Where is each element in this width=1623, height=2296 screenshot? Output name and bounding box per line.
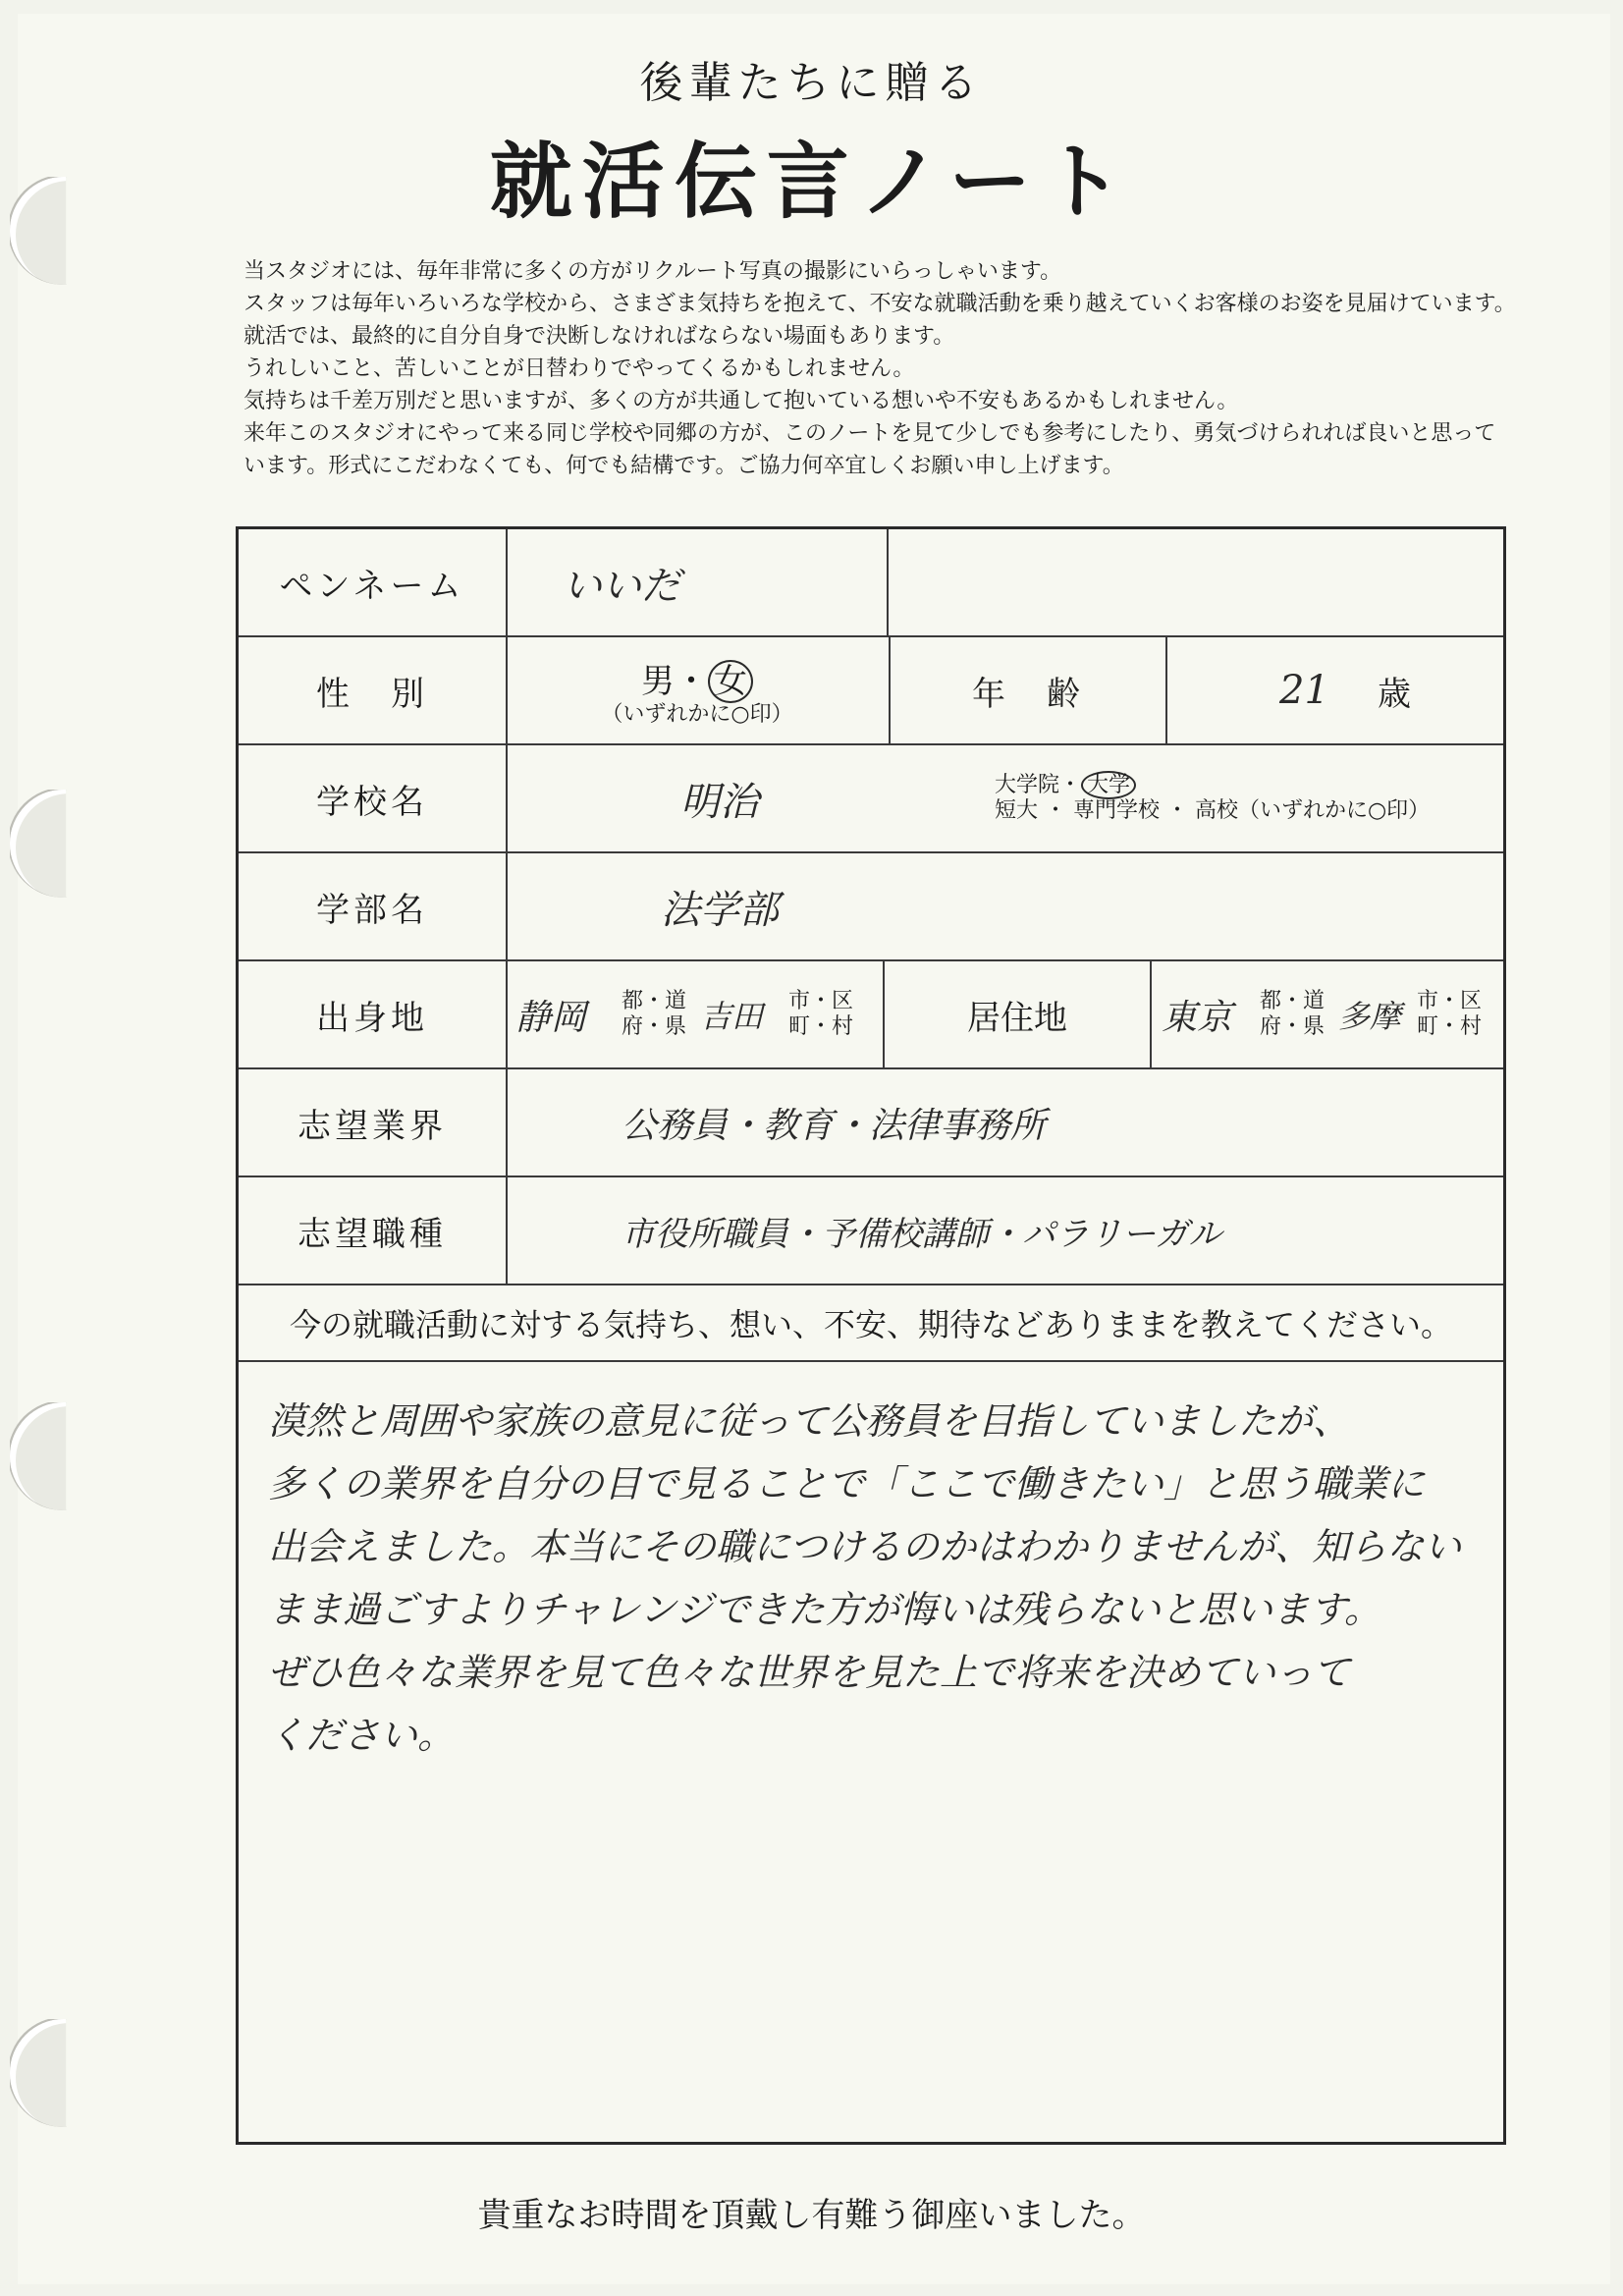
answer-line: 出会えました。本当にその職につけるのかはわかりませんが、知らない [268, 1525, 1462, 1568]
gender-label: 性 別 [239, 637, 508, 743]
industry-label: 志望業界 [239, 1069, 508, 1175]
page-title: 就活伝言ノート [489, 134, 1134, 230]
school-type-university: 大学 [1081, 771, 1136, 799]
industry-value: 公務員・教育・法律事務所 [622, 1105, 1047, 1146]
school-row [239, 745, 1503, 853]
industry-row [239, 1069, 1503, 1177]
intro-line: います。形式にこだわなくても、何でも結構です。ご協力何卒宜しくお願い申し上げます。 [243, 454, 1124, 478]
penname-value: いいだ [563, 563, 680, 609]
page-subtitle: 後輩たちに贈る [639, 58, 984, 108]
gender-female-option: 女 [708, 660, 753, 703]
residence-pref-suffix: 府・県 [1260, 1014, 1325, 1039]
question-heading: 今の就職活動に対する気持ち、想い、不安、期待などありままを教えてください。 [239, 1285, 1503, 1362]
intro-line: 来年このスタジオにやって来る同じ学校や同郷の方が、このノートを見て少しでも参考にしたり、勇気づけられれば良いと思って [243, 421, 1496, 446]
intro-line: うれしいこと、苦しいことが日替わりでやってくるかもしれません。 [243, 356, 915, 381]
hometown-pref-suffix: 都・道 [622, 989, 687, 1013]
divider [1165, 637, 1167, 743]
gender-male-option: 男 [641, 661, 675, 701]
gender-age-row [239, 637, 1503, 745]
residence-pref-suffix: 都・道 [1260, 989, 1325, 1013]
faculty-row [239, 853, 1503, 961]
hometown-city: 吉田 [700, 998, 764, 1035]
school-type-separator: ・ [1059, 773, 1082, 797]
residence-city-suffix: 町・村 [1417, 1014, 1483, 1039]
hometown-label: 出身地 [239, 961, 508, 1067]
intro-line: 気持ちは千差万別だと思いますが、多くの方が共通して抱いている想いや不安もあるかもしれません。 [243, 389, 1239, 413]
answer-line: ください。 [268, 1714, 456, 1757]
gender-separator: ・ [675, 661, 708, 701]
intro-line: スタッフは毎年いろいろな学校から、さまざま気持ちを抱えて、不安な就職活動を乗り越えていくお客様のお姿を見届けています。 [243, 292, 1516, 316]
hometown-city-suffix: 市・区 [788, 989, 854, 1013]
penname-label: ペンネーム [239, 529, 508, 635]
binder-hole [10, 2019, 118, 2127]
divider [887, 529, 889, 635]
faculty-label: 学部名 [239, 853, 508, 959]
hometown-row [239, 961, 1503, 1069]
binder-hole [10, 1402, 118, 1510]
school-type-grad: 大学院 [995, 773, 1060, 797]
residence-city-suffix: 市・区 [1417, 989, 1483, 1013]
answer-line: ぜひ色々な業界を見て色々な世界を見た上で将来を決めていって [268, 1651, 1351, 1694]
intro-line: 当スタジオには、毎年非常に多くの方がリクルート写真の撮影にいらっしゃいます。 [243, 259, 1062, 284]
faculty-value: 法学部 [661, 887, 779, 933]
answer-text [268, 1390, 1476, 1767]
job-row [239, 1177, 1503, 1285]
answer-line: 漠然と周囲や家族の意見に従って公務員を目指していましたが、 [268, 1399, 1351, 1443]
footer-thanks: 貴重なお時間を頂戴し有難う御座いました。 [477, 2196, 1146, 2235]
form-table [236, 526, 1506, 2145]
school-type-line2: 短大 ・ 専門学校 ・ 高校（いずれかに○印） [995, 798, 1431, 823]
gender-note: （いずれかに○印） [601, 701, 793, 727]
answer-line: 多くの業界を自分の目で見ることで「ここで働きたい」と思う職業に [268, 1462, 1426, 1505]
school-label: 学校名 [239, 745, 508, 851]
gender-options [506, 637, 889, 743]
school-type-options [995, 745, 1430, 851]
penname-row [239, 529, 1503, 637]
divider [1150, 961, 1152, 1067]
answer-line: まま過ごすよりチャレンジできた方が悔いは残らないと思います。 [268, 1588, 1381, 1631]
hometown-pref: 静岡 [515, 997, 587, 1038]
intro-line: 就活では、最終的に自分自身で決断しなければならない場面もあります。 [243, 324, 955, 349]
intro-paragraph [243, 255, 1598, 482]
residence-label: 居住地 [967, 998, 1067, 1038]
residence-pref: 東京 [1162, 997, 1233, 1038]
school-value: 明治 [680, 779, 759, 825]
residence-city: 多摩 [1338, 998, 1402, 1035]
age-value: 21 [1279, 668, 1329, 713]
hometown-city-suffix: 町・村 [788, 1014, 854, 1039]
job-value: 市役所職員・予備校講師・パラリーガル [622, 1214, 1222, 1254]
binder-hole [10, 790, 118, 898]
age-unit: 歳 [1378, 674, 1411, 714]
hometown-pref-suffix: 府・県 [622, 1014, 687, 1039]
job-label: 志望職種 [239, 1177, 508, 1284]
age-label: 年 齢 [972, 674, 1084, 714]
